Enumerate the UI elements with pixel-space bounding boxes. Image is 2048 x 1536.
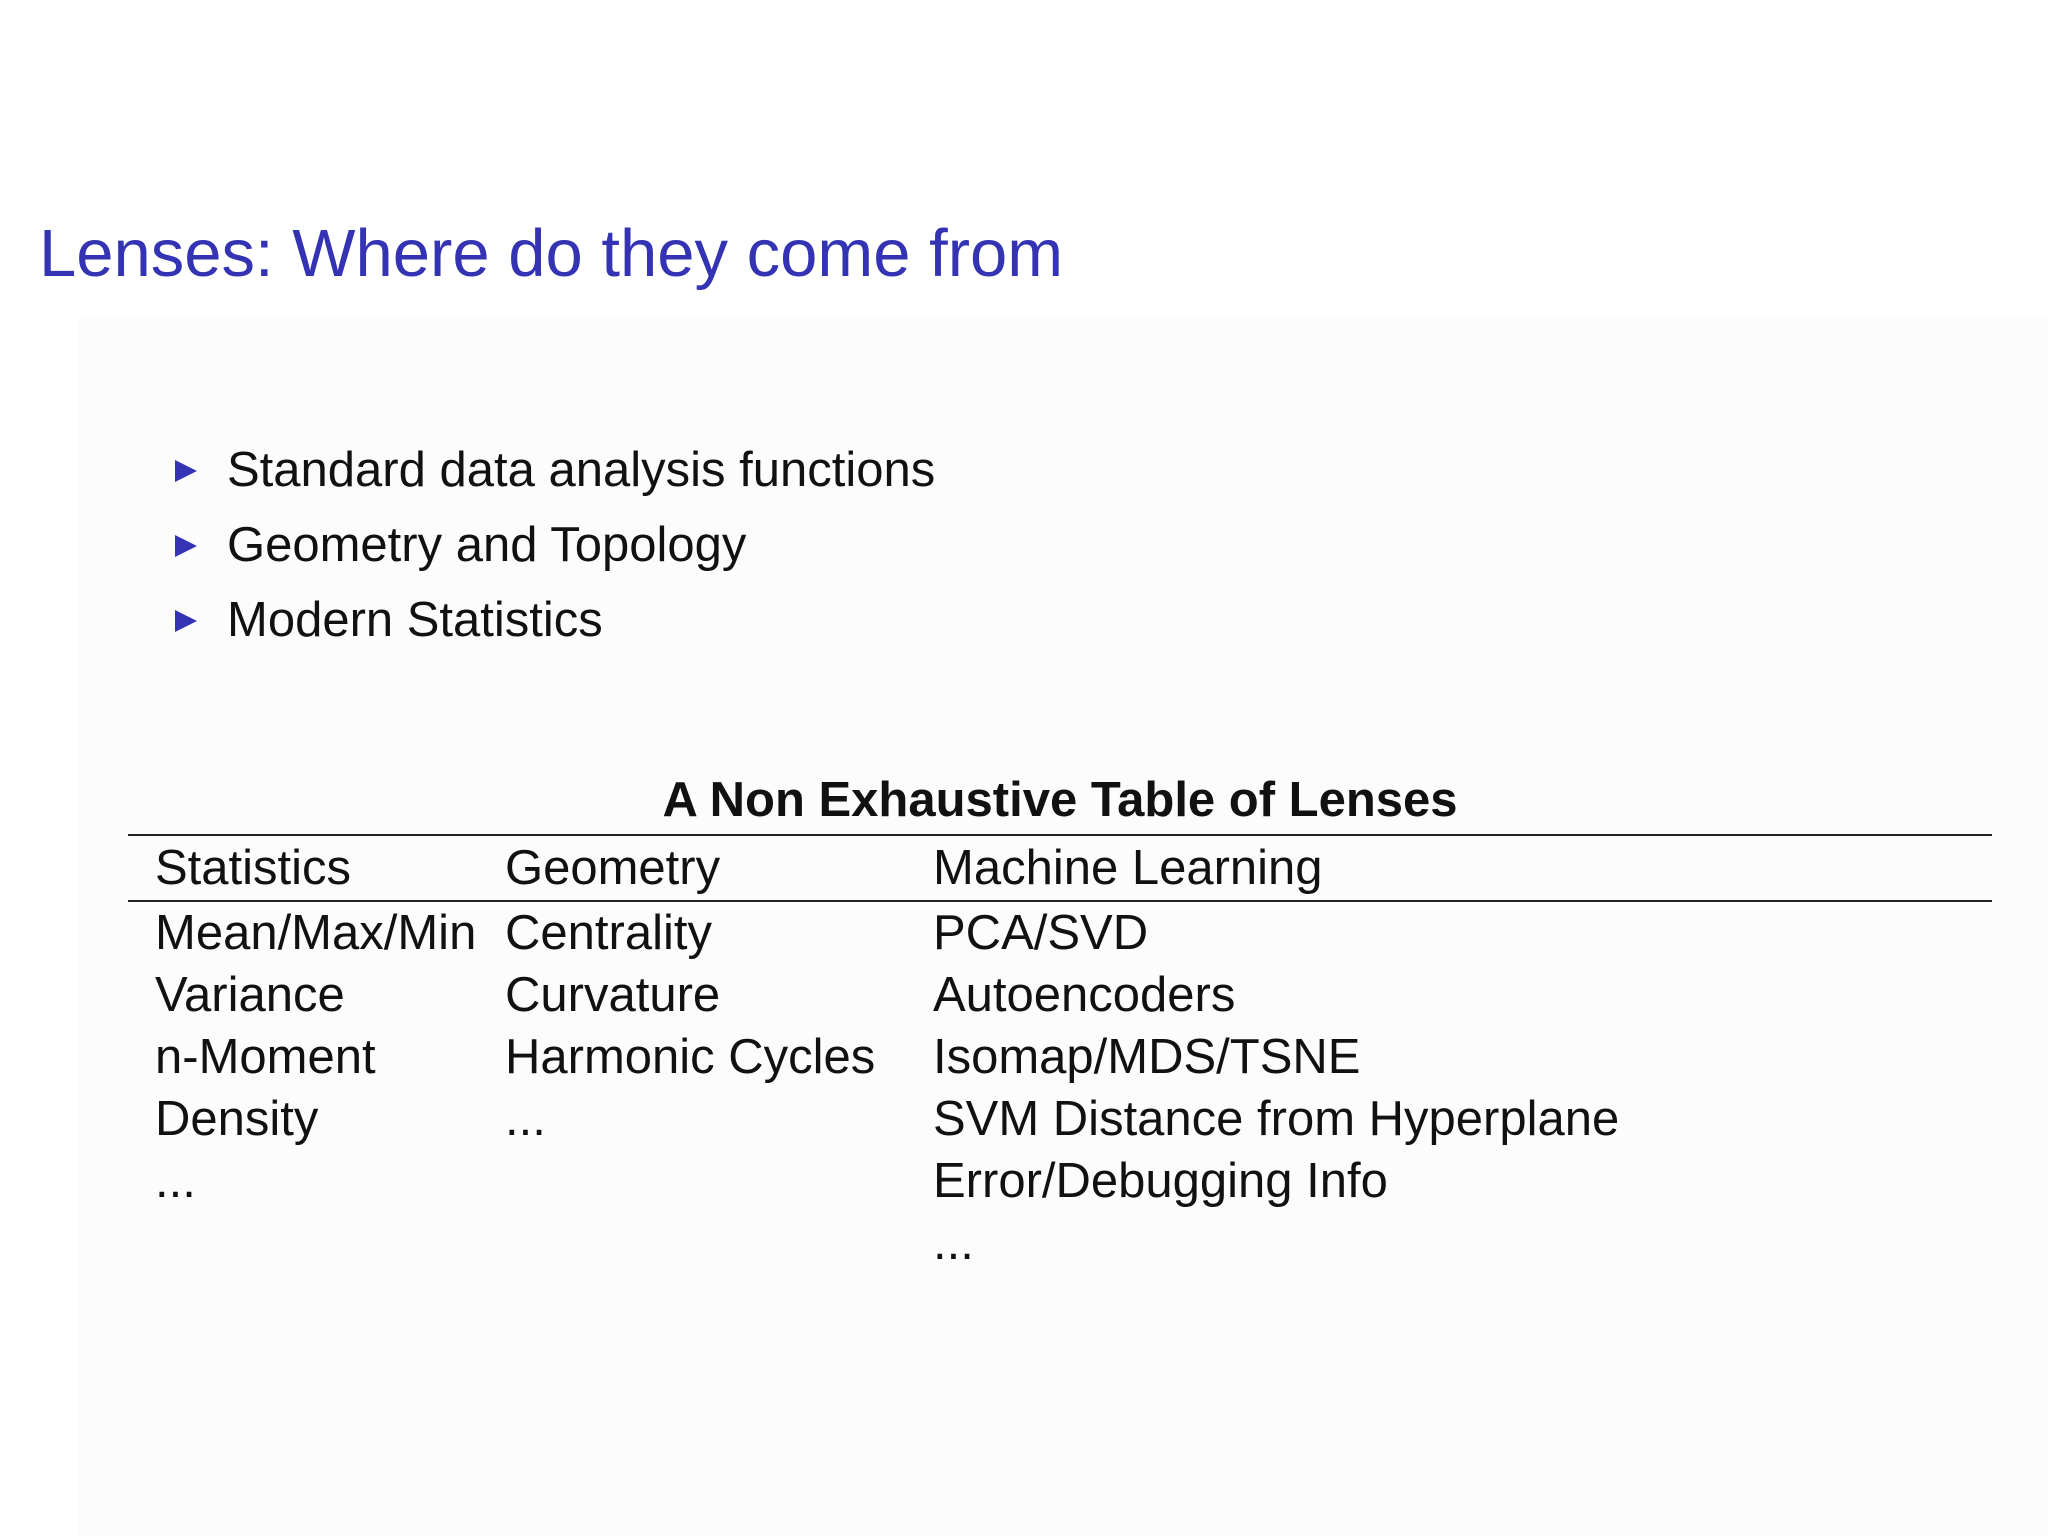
table-cell: PCA/SVD [933, 906, 1149, 960]
table-cell: Isomap/MDS/TSNE [933, 1030, 1361, 1084]
table-row [128, 964, 1992, 1026]
triangle-right-icon [175, 460, 197, 482]
table-row [128, 1088, 1992, 1150]
table-cell: n-Moment [155, 1030, 376, 1084]
table-row [128, 901, 1992, 964]
table-row [128, 1212, 1992, 1274]
column-header-geometry: Geometry [505, 835, 933, 901]
table-cell: ... [505, 1092, 546, 1146]
table-caption: A Non Exhaustive Table of Lenses [662, 773, 1458, 827]
slide-title: Lenses: Where do they come from [39, 216, 1064, 291]
table-cell: Density [155, 1092, 319, 1146]
bullet-text: Geometry and Topology [227, 517, 747, 572]
table-cell: Harmonic Cycles [505, 1030, 876, 1084]
triangle-right-icon [175, 535, 197, 557]
table-row [128, 1150, 1992, 1212]
table-cell: Variance [155, 968, 345, 1022]
table-row [128, 1026, 1992, 1088]
table-cell: ... [933, 1216, 974, 1270]
table-header-row [128, 835, 1992, 901]
table-cell [128, 1212, 505, 1274]
column-header-machine-learning: Machine Learning [933, 835, 1992, 901]
table-cell: Mean/Max/Min [155, 906, 477, 960]
table-cell: Curvature [505, 968, 721, 1022]
bullet-text: Modern Statistics [227, 592, 603, 647]
bullet-item [175, 432, 935, 507]
table-cell: Error/Debugging Info [933, 1154, 1388, 1208]
table-cell: ... [155, 1154, 196, 1208]
bullet-item [175, 507, 935, 582]
bullet-text: Standard data analysis functions [227, 442, 936, 497]
table-cell: Centrality [505, 906, 712, 960]
table-cell: SVM Distance from Hyperplane [933, 1092, 1620, 1146]
table-cell [505, 1212, 933, 1274]
table-cell [505, 1150, 933, 1212]
bullet-item [175, 582, 935, 657]
table-cell: Autoencoders [933, 968, 1236, 1022]
column-header-statistics: Statistics [128, 835, 505, 901]
bullet-list [175, 432, 935, 657]
triangle-right-icon [175, 610, 197, 632]
lenses-table [128, 834, 1992, 1274]
